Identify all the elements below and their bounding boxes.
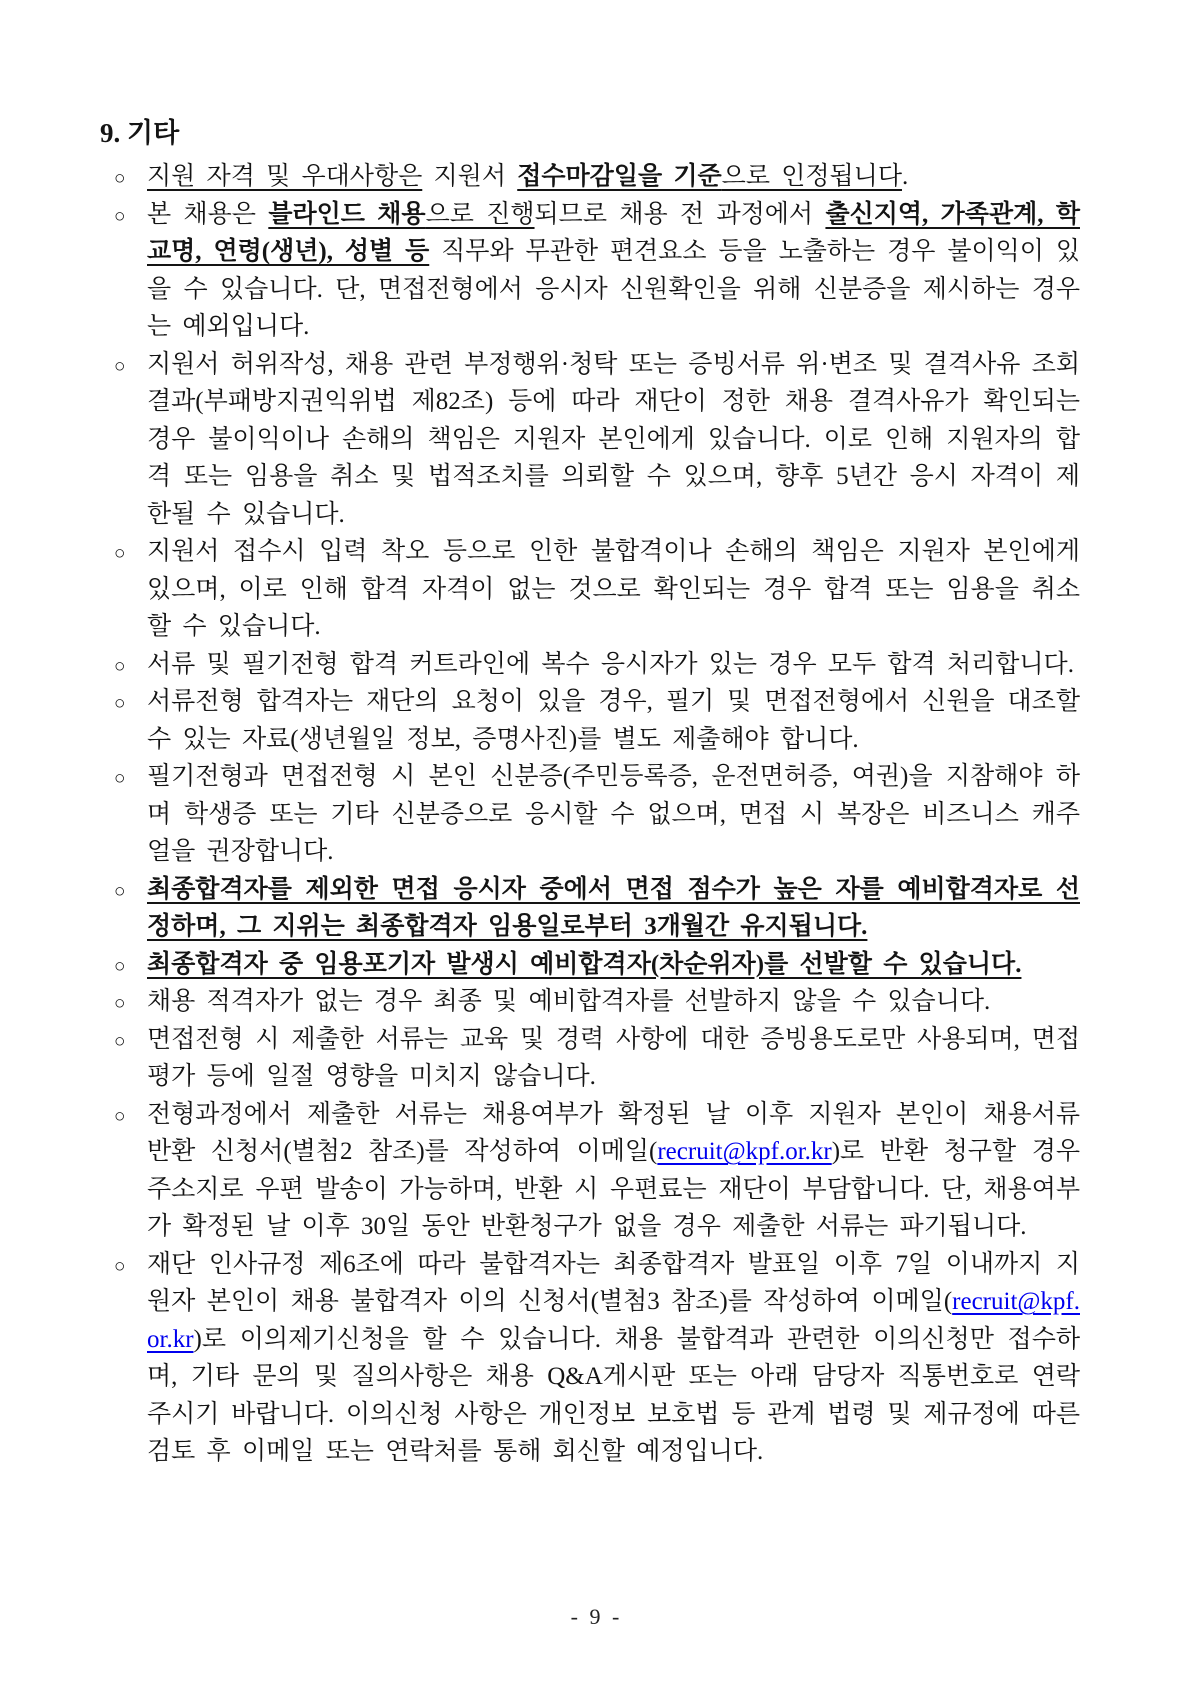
emphasis-segment: 블라인드 채용 — [268, 200, 426, 228]
text-segment: 되므로 채용 전 과정에서 — [534, 200, 826, 228]
bullet-list — [100, 158, 1080, 1471]
emphasis-segment: 최종합격자 중 임용포기자 발생시 예비합격자(차순위자)를 선발할 수 있습니다. — [147, 950, 1022, 978]
text-segment: 전형과정에서 제출한 서류는 채용여부가 확정된 날 이후 지원자 본인이 채용서류 반환 신청서(별첨2 참조)를 작성하여 이메일( — [147, 1100, 1080, 1165]
text-segment: 지원서 허위작성, 채용 관련 부정행위·청탁 또는 증빙서류 위·변조 및 결격사유 조회 결과(부패방지권익위법 제82조) 등에 따라 재단이 정한 채용 결격사유가 확인되는 경우 불이익이나 손해의 책임은 지원자 본인에게 있습니다. 이로 인해 지원자의 합격 또는 임용을 취소 및 법적조치를 의뢰할 수 있으며, 향후 5년간 응시 자격이 제한될 수 있습니다. — [147, 350, 1080, 528]
list-item — [100, 158, 1080, 196]
text-segment: 필기전형과 면접전형 시 본인 신분증(주민등록증, 운전면허증, 여권)을 지참해야 하며 학생증 또는 기타 신분증으로 응시할 수 없으며, 면접 시 복장은 비즈니스 캐주얼을 권장합니다. — [147, 763, 1080, 865]
text-segment: 으로 진행 — [425, 200, 535, 228]
list-item — [100, 871, 1080, 946]
emphasis-segment: 최종합격자를 제외한 면접 응시자 중에서 면접 점수가 높은 자를 예비합격자로 선정하며, 그 지위는 최종합격자 임용일로부터 3개월간 유지됩니다. — [147, 875, 1080, 940]
page-number: - 9 - — [570, 1604, 620, 1629]
email-link[interactable]: recruit@kpf.or.kr — [147, 1288, 1080, 1353]
text-segment: 지원서 접수시 입력 착오 등으로 인한 불합격이나 손해의 책임은 지원자 본인에게 있으며, 이로 인해 합격 자격이 없는 것으로 확인되는 경우 합격 또는 임용을 취소할 수 있습니다. — [147, 538, 1080, 640]
text-segment: )로 반환 청구할 경우 주소지로 우편 발송이 가능하며, 반환 시 우편료는 재단이 부담합니다. 단, 채용여부가 확정된 날 이후 30일 동안 반환청구가 없을 경우 제출한 서류는 파기됩니다. — [147, 1138, 1080, 1240]
emphasis-segment: 출신지역, 가족관계, 학교명, 연령(생년), 성별 등 — [147, 200, 1080, 265]
document-content — [100, 112, 1080, 1471]
list-item — [100, 946, 1080, 984]
list-item — [100, 196, 1080, 346]
bullet-marker: ○ — [114, 693, 126, 714]
text-segment: 지원서 — [422, 163, 518, 190]
text-segment: )로 이의제기신청을 할 수 있습니다. 채용 불합격과 관련한 이의신청만 접수하며, 기타 문의 및 질의사항은 채용 Q&A게시판 또는 아래 담당자 직통번호로 연락주시기 바랍니다. 이의신청 사항은 개인정보 보호법 등 관계 법령 및 제규정에 따른 검토 후 이메일 또는 연락처를 통해 회신할 예정입니다. — [147, 1325, 1080, 1465]
text-segment: 으로 인정됩니다 — [721, 163, 902, 190]
bullet-marker: ○ — [114, 880, 126, 902]
list-item — [100, 1246, 1080, 1471]
list-item — [100, 346, 1080, 534]
text-segment: 재단 인사규정 제6조에 따라 불합격자는 최종합격자 발표일 이후 7일 이내까지 지원자 본인이 채용 불합격자 이의 신청서(별첨3 참조)를 작성하여 이메일( — [147, 1250, 1080, 1315]
list-item — [100, 1021, 1080, 1096]
bullet-marker: ○ — [114, 993, 126, 1014]
text-segment: 서류전형 합격자는 재단의 요청이 있을 경우, 필기 및 면접전형에서 신원을 대조할 수 있는 자료(생년월일 정보, 증명사진)를 별도 제출해야 합니다. — [147, 688, 1080, 753]
bullet-marker: ○ — [114, 1255, 126, 1277]
bullet-marker: ○ — [114, 543, 126, 564]
bullet-marker: ○ — [114, 655, 126, 677]
bullet-marker: ○ — [114, 205, 126, 227]
text-segment: 서류 및 필기전형 합격 커트라인에 복수 응시자가 있는 경우 모두 합격 처리합니다. — [147, 650, 1074, 678]
bullet-marker: ○ — [114, 768, 126, 789]
text-segment: . — [901, 163, 909, 190]
list-item — [100, 758, 1080, 871]
list-item — [100, 983, 1080, 1021]
bullet-marker: ○ — [114, 355, 126, 377]
list-item — [100, 533, 1080, 646]
bullet-marker: ○ — [114, 1030, 126, 1052]
text-segment: 채용 적격자가 없는 경우 최종 및 예비합격자를 선발하지 않을 수 있습니다. — [147, 988, 991, 1015]
emphasis-segment: 접수마감일을 기준 — [517, 163, 722, 190]
section-heading: 9. 기타 — [100, 118, 180, 148]
text-segment: 지원 자격 및 우대사항은 — [147, 163, 423, 190]
list-item — [100, 1096, 1080, 1246]
text-segment: 본 채용은 — [147, 200, 269, 228]
bullet-marker: ○ — [114, 955, 126, 977]
bullet-marker: ○ — [114, 168, 126, 189]
list-item — [100, 683, 1080, 758]
text-segment: 직무와 무관한 편견요소 등을 노출하는 경우 불이익이 있을 수 있습니다. 단, 면접전형에서 응시자 신원확인을 위해 신분증을 제시하는 경우는 예외입니다. — [147, 238, 1080, 340]
email-link[interactable]: recruit@kpf.or.kr — [657, 1138, 832, 1165]
text-segment: 면접전형 시 제출한 서류는 교육 및 경력 사항에 대한 증빙용도로만 사용되며, 면접 평가 등에 일절 영향을 미치지 않습니다. — [147, 1025, 1080, 1090]
list-item — [100, 646, 1080, 684]
bullet-marker: ○ — [114, 1105, 126, 1127]
